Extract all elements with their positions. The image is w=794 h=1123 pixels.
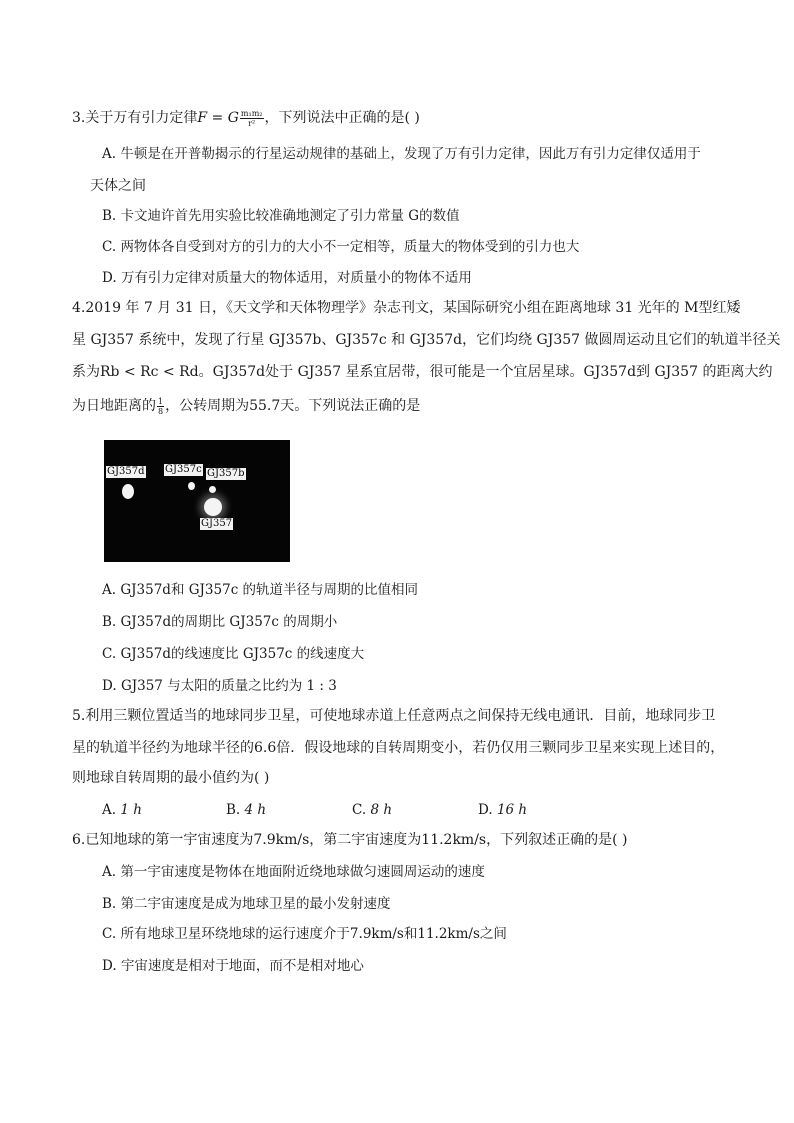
q4-option-a	[102, 580, 418, 600]
q3-stem-text: 3.关于万有引力定律	[72, 110, 198, 126]
q4-stem-line3: 系为Rb < Rc < Rd。GJ357d处于 GJ357 星系宜居带，很可能是一个宜居星球。GJ357d到 GJ357 的距离大约	[72, 364, 773, 380]
q3-formula-den: r²	[248, 118, 256, 128]
q3-option-c	[102, 237, 579, 257]
q4-fraction-den: 8	[158, 406, 164, 416]
option-label: D.	[102, 958, 117, 974]
q3-stem	[72, 108, 420, 128]
q4-distance-fraction	[157, 397, 164, 416]
option-text: 第二宇宙速度是成为地球卫星的最小发射速度	[120, 896, 391, 912]
option-label: C.	[102, 646, 117, 662]
option-label: B.	[102, 614, 117, 630]
q3-formula-lhs: F	[197, 110, 208, 126]
option-label: C.	[102, 239, 117, 255]
q5-stem-line3: 则地球自转周期的最小值约为( )	[72, 770, 270, 786]
q3-stem-post: ，下列说法中正确的是( )	[264, 110, 420, 126]
q4-line4-pre: 为日地距离的	[72, 398, 156, 414]
q5-option-a	[102, 800, 142, 820]
q5-option-c	[352, 800, 392, 820]
q3-formula-fraction	[240, 109, 264, 128]
option-text: 4 h	[244, 802, 267, 818]
option-label: A.	[102, 864, 117, 880]
option-text: 卡文迪许首先用实验比较准确地测定了引力常量 G的数值	[120, 208, 460, 224]
option-text: 两物体各自受到对方的引力的大小不一定相等，质量大的物体受到的引力也大	[120, 239, 580, 255]
q3-formula-eq: = G	[207, 110, 239, 126]
q3-option-a	[102, 144, 701, 164]
q4-option-d	[102, 676, 337, 696]
photo-label-gj357d: GJ357d	[107, 466, 145, 477]
option-text: GJ357 与太阳的质量之比约为 1 : 3	[120, 678, 337, 694]
option-label: D.	[102, 678, 117, 694]
q3-option-b	[102, 206, 460, 226]
q5-stem-line1: 5.利用三颗位置适当的地球同步卫星，可使地球赤道上任意两点之间保持无线电通讯．目前，地球同步卫	[72, 708, 716, 724]
option-text: 万有引力定律对质量大的物体适用，对质量小的物体不适用	[120, 270, 472, 286]
option-text: GJ357d的线速度比 GJ357c 的线速度大	[120, 646, 365, 662]
q4-line4-post: ，公转周期为55.7天。下列说法正确的是	[165, 398, 421, 414]
q3-option-a-cont	[90, 176, 146, 196]
q6-option-d	[102, 956, 364, 976]
q5-option-b	[226, 800, 266, 820]
option-text: 8 h	[370, 802, 393, 818]
star-gj357	[204, 498, 222, 516]
option-text: 所有地球卫星环绕地球的运行速度介于7.9km/s和11.2km/s之间	[120, 926, 507, 942]
q4-stem-line2: 星 GJ357 系统中，发现了行星 GJ357b、GJ357c 和 GJ357d，它们均绕 GJ357 做圆周运动且它们的轨道半径关	[72, 332, 781, 348]
option-text: 宇宙速度是相对于地面，而不是相对地心	[120, 958, 364, 974]
option-text: 16 h	[496, 802, 528, 818]
q6-option-a	[102, 862, 485, 882]
planet-gj357b	[209, 486, 216, 493]
option-label: A.	[102, 802, 117, 818]
option-label: A.	[102, 146, 117, 162]
option-text: GJ357d的周期比 GJ357c 的周期小	[120, 614, 338, 630]
option-label: B.	[102, 208, 117, 224]
q6-option-b	[102, 894, 391, 914]
q6-option-c	[102, 924, 507, 944]
photo-label-gj357c: GJ357c	[165, 464, 202, 475]
option-label: A.	[102, 582, 117, 598]
star-system-photo	[104, 440, 290, 562]
q5-option-d	[478, 800, 527, 820]
option-text: 第一宇宙速度是物体在地面附近绕地球做匀速圆周运动的速度	[120, 864, 485, 880]
q3-formula-num: m₁m₂	[240, 108, 263, 118]
option-label: B.	[226, 802, 241, 818]
q5-stem-line2: 星的轨道半径约为地球半径的6.6倍．假设地球的自转周期变小，若仍仅用三颗同步卫星来实现上述目的，	[72, 740, 725, 756]
q6-stem: 6.已知地球的第一宇宙速度为7.9km/s，第二宇宙速度为11.2km/s，下列叙述正确的是( )	[72, 832, 628, 848]
photo-label-gj357: GJ357	[201, 518, 233, 529]
option-text: 1 h	[120, 802, 142, 818]
option-text: 牛顿是在开普勒揭示的行星运动规律的基础上，发现了万有引力定律，因此万有引力定律仅适用于	[120, 146, 701, 162]
q4-option-c	[102, 644, 364, 664]
option-text-cont: 天体之间	[90, 178, 146, 194]
option-label: C.	[102, 926, 117, 942]
option-label: B.	[102, 896, 117, 912]
option-label: D.	[478, 802, 493, 818]
option-label: D.	[102, 270, 117, 286]
q4-option-b	[102, 612, 337, 632]
q4-stem-line4	[72, 396, 420, 416]
option-label: C.	[352, 802, 367, 818]
planet-gj357d	[122, 484, 134, 499]
planet-gj357c	[188, 482, 195, 490]
option-text: GJ357d和 GJ357c 的轨道半径与周期的比值相同	[120, 582, 419, 598]
q4-fraction-num: 1	[158, 396, 164, 406]
photo-label-gj357b: GJ357b	[207, 468, 245, 479]
q3-option-d	[102, 268, 472, 288]
q4-stem-line1: 4.2019 年 7 月 31 日，《天文学和天体物理学》杂志刊文，某国际研究小组在距离地球 31 光年的 M型红矮	[72, 300, 741, 316]
